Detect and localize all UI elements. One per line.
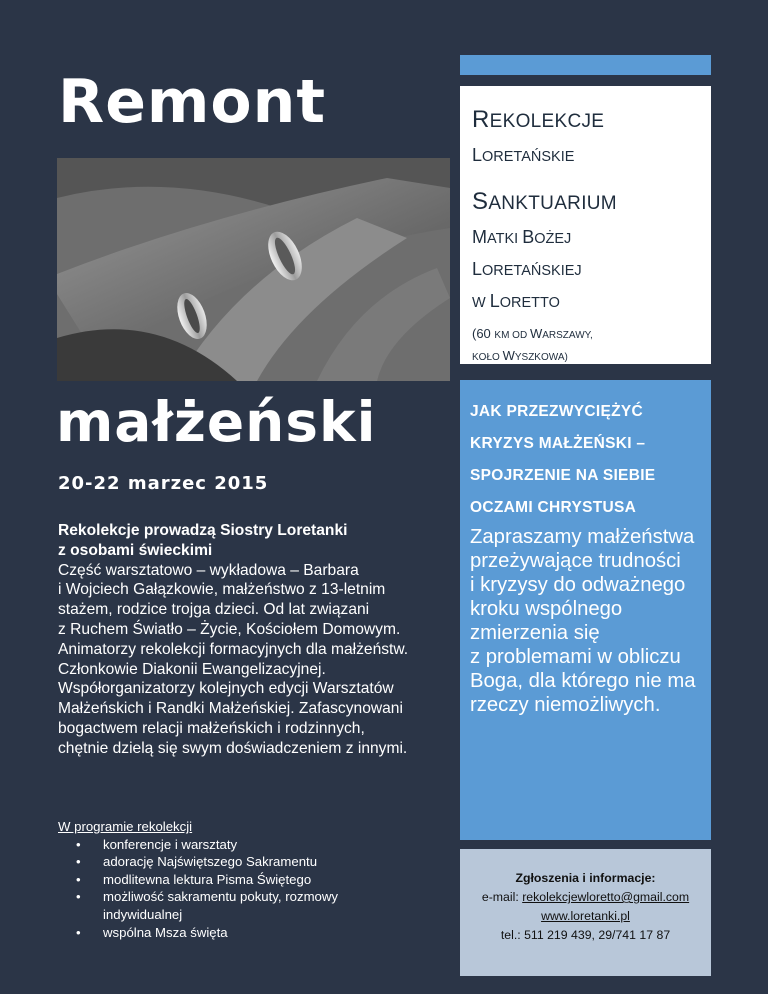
event-date: 20-22 marzec 2015 [58, 473, 269, 494]
description-line: Część warsztatowo – wykładowa – Barbara [58, 561, 359, 579]
description-lead: Rekolekcje prowadzą Siostry Loretanki [58, 522, 348, 539]
program-heading: W programie rekolekcji [58, 819, 193, 834]
location-box [460, 86, 711, 364]
program-item: • adorację Najświętszego Sakramentu [103, 853, 388, 871]
contact-title: Zgłoszenia i informacje: [515, 871, 656, 885]
theme-heading: JAK PRZEZWYCIĘŻYĆ KRYZYS MAŁŻEŃSKI – SPOJRZENIE NA SIEBIE OCZAMI CHRYSTUSA [470, 403, 656, 516]
email-link[interactable]: rekolekcjewloretto@gmail.com [522, 890, 690, 904]
description-line: z Ruchem Światło – Życie, Kościołem Domowym. [58, 620, 401, 638]
title-remont: Remont [58, 67, 327, 137]
theme-body: Zapraszamy małżeństwa przeżywające trudności i kryzysy do odważnego kroku wspólnego zmierzenia się z problemami w obliczu Boga, dla którego nie ma rzeczy niemożliwych. [470, 526, 696, 716]
wedding-rings-photo [57, 158, 450, 381]
contact-box [460, 849, 711, 976]
program-item: • modlitewna lektura Pisma Świętego [103, 871, 388, 889]
description-line: Małżeńskich i Randki Małżeńskiej. Zafascynowani [58, 700, 403, 718]
description-line: Członkowie Diakonii Ewangelizacyjnej. [58, 660, 326, 678]
title-malzenski: małżeński [56, 390, 377, 454]
program-item: • wspólna Msza święta [103, 924, 388, 942]
description-line: chętnie dzielą się swym doświadczeniem z innymi. [58, 739, 408, 757]
description-line: bogactwem relacji małżeńskich i rodzinnych, [58, 719, 365, 737]
program-item: • możliwość sakramentu pokuty, rozmowy indywidualnej [103, 888, 388, 923]
theme-box [460, 380, 711, 840]
description-line: Animatorzy rekolekcji formacyjnych dla małżeństw. [58, 640, 409, 658]
location-text: REKOLEKCJE LORETAŃSKIE SANKTUARIUM MATKI BOŻEJ LORETAŃSKIEJ W LORETTO (60 KM OD WARSZAWY, KOŁO WYSZKOWA) [472, 106, 617, 363]
contact-phone: tel.: 511 219 439, 29/741 17 87 [500, 928, 671, 942]
description-line: i Wojciech Gałązkowie, małżeństwo z 13-letnim [58, 581, 386, 599]
website-link[interactable]: www.loretanki.pl [541, 909, 630, 923]
program-item: • konferencje i warsztaty [103, 836, 388, 854]
description-lead: z osobami świeckimi [58, 541, 213, 559]
accent-bar [460, 55, 711, 75]
program-list [58, 818, 388, 941]
contact-email-line: e-mail: rekolekcjewloretto@gmail.com [481, 890, 690, 904]
description [58, 521, 448, 759]
description-line: stażem, rodzice trojga dzieci. Od lat związani [58, 601, 370, 619]
description-line: Współorganizatorzy kolejnych edycji Warsztatów [58, 680, 394, 698]
